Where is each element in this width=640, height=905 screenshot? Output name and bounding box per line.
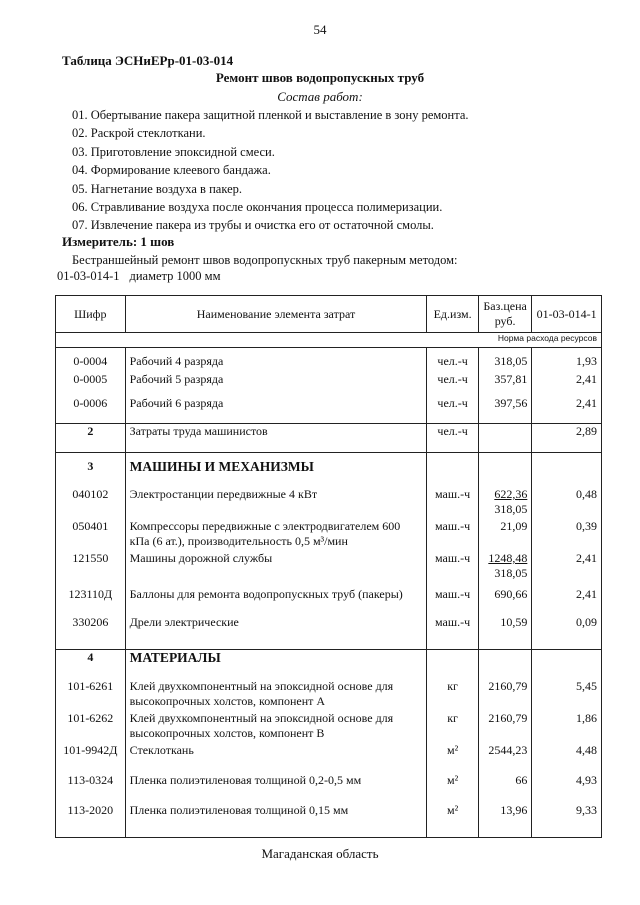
cell-norm: 2,41 — [532, 396, 602, 424]
cell-norm: 1,93 — [532, 348, 602, 372]
cell-unit: чел.-ч — [427, 372, 478, 396]
cell-unit: чел.-ч — [427, 396, 478, 424]
cell-code: 101-6262 — [56, 711, 126, 743]
cell-code: 123110Д — [56, 587, 126, 615]
cell-code: 0-0006 — [56, 396, 126, 424]
work-item: 06. Стравливание воздуха после окончания процесса полимеризации. — [72, 199, 443, 214]
cell-unit: м² — [427, 773, 478, 803]
price-value: 1248,48 — [488, 551, 528, 565]
table-row — [56, 372, 602, 396]
cell-price: 690,66 — [478, 587, 531, 615]
norm-label: Норма расхода ресурсов — [56, 333, 602, 348]
works-list — [72, 106, 469, 235]
cell-price: 2544,23 — [478, 743, 531, 773]
cell-norm: 0,48 — [532, 487, 602, 519]
table-row — [56, 487, 602, 519]
price-value-secondary: 318,05 — [494, 502, 528, 516]
cell-unit: маш.-ч — [427, 487, 478, 519]
section-code: 4 — [56, 649, 126, 679]
cell-price: 397,56 — [478, 396, 531, 424]
meter: Измеритель: 1 шов — [62, 234, 175, 249]
work-item: 04. Формирование клеевого бандажа. — [72, 163, 271, 178]
work-item: 03. Приготовление эпоксидной смеси. — [72, 144, 275, 159]
section-title: МАТЕРИАЛЫ — [125, 649, 427, 679]
section-row — [56, 453, 602, 488]
cell-code: 0-0005 — [56, 372, 126, 396]
cell-code: 101-9942Д — [56, 743, 126, 773]
table-row — [56, 679, 602, 711]
work-item: 07. Извлечение пакера из трубы и очистка его от остаточной смолы. — [72, 218, 434, 233]
cell-price: 66 — [478, 773, 531, 803]
col-header-name: Наименование элемента затрат — [125, 296, 427, 333]
page-number: 54 — [313, 22, 327, 37]
cell-unit: маш.-ч — [427, 551, 478, 587]
cell-norm: 1,86 — [532, 711, 602, 743]
code-line-code: 01-03-014-1 — [57, 269, 120, 283]
cell-price: 2160,79 — [478, 679, 531, 711]
table-row — [56, 587, 602, 615]
cell-code: 113-0324 — [56, 773, 126, 803]
footer-region: Магаданская область — [261, 846, 379, 861]
code-line — [57, 269, 221, 284]
cell-norm: 0,09 — [532, 615, 602, 649]
cell-price — [478, 487, 531, 519]
work-item: 01. Обертывание пакера защитной пленкой и выставление в зону ремонта. — [72, 108, 469, 122]
cell-code: 050401 — [56, 519, 126, 551]
price-value-secondary: 318,05 — [494, 566, 528, 580]
description: Бестраншейный ремонт швов водопропускных труб пакерным методом: — [72, 253, 458, 267]
table-row — [56, 615, 602, 649]
section-title: МАШИНЫ И МЕХАНИЗМЫ — [125, 453, 427, 488]
table-row — [56, 773, 602, 803]
col-header-price: Баз.цена руб. — [478, 296, 531, 333]
cell-norm: 2,41 — [532, 372, 602, 396]
cell-code: 101-6261 — [56, 679, 126, 711]
cell-price: 13,96 — [478, 803, 531, 837]
cell-name: Компрессоры передвижные с электродвигателем 600 кПа (6 ат.), производительность 0,5 м³/мин — [125, 519, 427, 551]
table-row — [56, 803, 602, 837]
page-title: Ремонт швов водопропускных труб — [215, 70, 425, 85]
cell-price: 318,05 — [478, 348, 531, 372]
table-row — [56, 519, 602, 551]
cell-code: 2 — [56, 424, 126, 453]
cell-price — [478, 424, 531, 453]
cell-name: Пленка полиэтиленовая толщиной 0,2-0,5 мм — [125, 773, 427, 803]
cell-name: Пленка полиэтиленовая толщиной 0,15 мм — [125, 803, 427, 837]
cell-name: Машины дорожной службы — [125, 551, 427, 587]
cell-norm: 2,41 — [532, 551, 602, 587]
cell-name: Клей двухкомпонентный на эпоксидной основе для высокопрочных холстов, компонент А — [125, 679, 427, 711]
section-code: 3 — [56, 453, 126, 488]
cell-unit: кг — [427, 679, 478, 711]
cell-price: 21,09 — [478, 519, 531, 551]
cell-norm: 4,48 — [532, 743, 602, 773]
cell-name: Стеклоткань — [125, 743, 427, 773]
work-item: 05. Нагнетание воздуха в пакер. — [72, 181, 243, 196]
cell-unit: маш.-ч — [427, 615, 478, 649]
norm-label-row — [56, 333, 602, 348]
cell-name: Рабочий 5 разряда — [125, 372, 427, 396]
subtitle: Состав работ: — [277, 89, 363, 104]
cell-unit: маш.-ч — [427, 587, 478, 615]
cell-price — [478, 551, 531, 587]
cell-norm: 5,45 — [532, 679, 602, 711]
cell-name: Затраты труда машинистов — [125, 424, 427, 453]
table-row — [56, 743, 602, 773]
cell-name: Дрели электрические — [125, 615, 427, 649]
work-item: 02. Раскрой стеклоткани. — [72, 126, 206, 141]
cell-code: 113-2020 — [56, 803, 126, 837]
table-header-row — [56, 296, 602, 333]
cell-name: Рабочий 6 разряда — [125, 396, 427, 424]
cell-unit: кг — [427, 711, 478, 743]
table-code: Таблица ЭСНиЕРр-01-03-014 — [62, 53, 234, 68]
cell-unit: чел.-ч — [427, 424, 478, 453]
table-row — [56, 551, 602, 587]
table-row — [56, 348, 602, 372]
price-value: 622,36 — [494, 487, 528, 501]
cell-unit: маш.-ч — [427, 519, 478, 551]
table-row — [56, 396, 602, 424]
cell-norm: 2,41 — [532, 587, 602, 615]
cell-norm: 4,93 — [532, 773, 602, 803]
cell-price: 2160,79 — [478, 711, 531, 743]
cell-price: 357,81 — [478, 372, 531, 396]
cell-name: Клей двухкомпонентный на эпоксидной основе для высокопрочных холстов, компонент В — [125, 711, 427, 743]
cell-name: Рабочий 4 разряда — [125, 348, 427, 372]
cell-unit: чел.-ч — [427, 348, 478, 372]
cell-norm: 9,33 — [532, 803, 602, 837]
col-header-code: Шифр — [56, 296, 126, 333]
table-row — [56, 424, 602, 453]
col-header-norm: 01-03-014-1 — [532, 296, 602, 333]
cell-code: 040102 — [56, 487, 126, 519]
cell-unit: м² — [427, 803, 478, 837]
cell-unit: м² — [427, 743, 478, 773]
resource-table — [55, 295, 602, 838]
cell-name: Баллоны для ремонта водопропускных труб (пакеры) — [125, 587, 427, 615]
cell-code: 330206 — [56, 615, 126, 649]
table-row — [56, 711, 602, 743]
cell-norm: 2,89 — [532, 424, 602, 453]
cell-price: 10,59 — [478, 615, 531, 649]
cell-code: 121550 — [56, 551, 126, 587]
code-line-text: диаметр 1000 мм — [129, 269, 221, 283]
cell-name: Электростанции передвижные 4 кВт — [125, 487, 427, 519]
section-row — [56, 649, 602, 679]
cell-code: 0-0004 — [56, 348, 126, 372]
col-header-unit: Ед.изм. — [427, 296, 478, 333]
cell-norm: 0,39 — [532, 519, 602, 551]
